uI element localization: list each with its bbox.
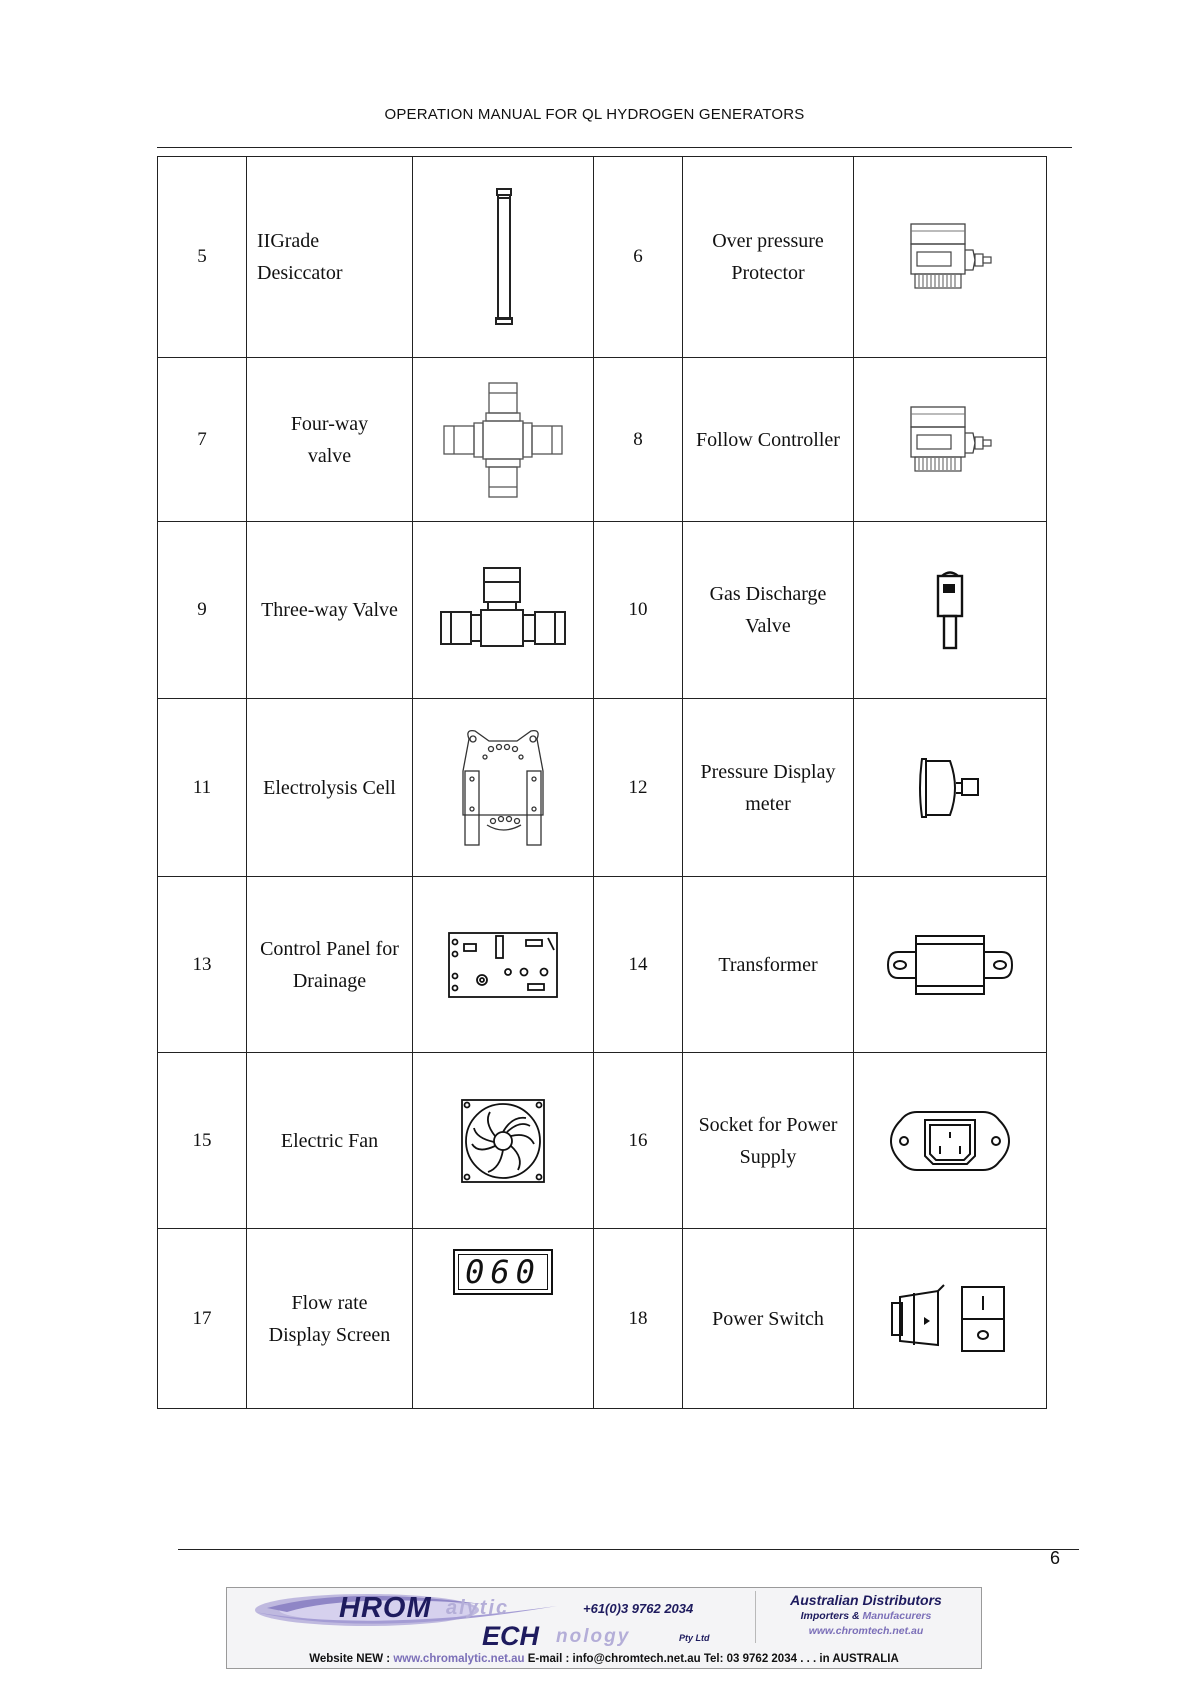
part-image — [413, 1229, 594, 1409]
part-name: Electrolysis Cell — [247, 699, 413, 877]
transformer-icon — [886, 932, 1014, 998]
part-name: Follow Controller — [683, 358, 854, 522]
part-number: 8 — [594, 358, 683, 522]
four-way-valve-icon — [438, 377, 568, 503]
parts-table — [157, 156, 1047, 1409]
electric-fan-icon — [460, 1098, 546, 1184]
control-panel-icon — [446, 930, 560, 1000]
table-row — [158, 1053, 1047, 1229]
part-name: Electric Fan — [247, 1053, 413, 1229]
banner-phone: +61(0)3 9762 2034 — [583, 1601, 694, 1616]
table-row — [158, 358, 1047, 522]
part-image — [413, 157, 594, 358]
header-divider — [157, 147, 1072, 148]
distributor-box — [755, 1591, 976, 1643]
part-number: 5 — [158, 157, 247, 358]
distributor-title: Australian Distributors — [790, 1592, 942, 1608]
part-image — [413, 877, 594, 1053]
part-name: Power Switch — [683, 1229, 854, 1409]
part-name: Three-way Valve — [247, 522, 413, 699]
part-name: Pressure Display meter — [683, 699, 854, 877]
part-image — [413, 522, 594, 699]
part-image — [854, 358, 1047, 522]
part-name: Over pressure Protector — [683, 157, 854, 358]
footer-divider — [178, 1549, 1079, 1550]
part-name: Gas Discharge Valve — [683, 522, 854, 699]
flow-display-value: 060 — [458, 1254, 548, 1290]
part-number: 9 — [158, 522, 247, 699]
part-number: 7 — [158, 358, 247, 522]
table-row — [158, 877, 1047, 1053]
distributor-banner — [226, 1587, 982, 1669]
website-link[interactable]: www.chromalytic.net.au — [393, 1653, 525, 1665]
part-number: 10 — [594, 522, 683, 699]
follow-controller-icon — [905, 405, 995, 475]
flow-display-icon — [453, 1249, 553, 1295]
electrolysis-cell-icon — [455, 727, 551, 849]
part-number: 14 — [594, 877, 683, 1053]
three-way-valve-icon — [437, 564, 569, 656]
part-number: 13 — [158, 877, 247, 1053]
part-image — [854, 877, 1047, 1053]
part-image — [854, 157, 1047, 358]
banner-contact-line: Website NEW : www.chromalytic.net.au E-mail : info@chromtech.net.au Tel: 03 9762 2034 . . . in AUSTRALIA — [309, 1653, 899, 1665]
part-image — [413, 1053, 594, 1229]
part-name: IIGrade Desiccator — [247, 157, 413, 358]
part-image — [413, 699, 594, 877]
part-number: 17 — [158, 1229, 247, 1409]
part-name: Socket for Power Supply — [683, 1053, 854, 1229]
part-number: 11 — [158, 699, 247, 877]
distributor-subtitle: Importers & Manufacurers — [800, 1610, 932, 1622]
part-name: Four-way valve — [247, 358, 413, 522]
power-socket-icon — [887, 1108, 1013, 1174]
part-image — [413, 358, 594, 522]
part-name: Control Panel for Drainage — [247, 877, 413, 1053]
desiccator-tube-icon — [483, 187, 523, 327]
table-row — [158, 699, 1047, 877]
part-name: Transformer — [683, 877, 854, 1053]
part-number: 12 — [594, 699, 683, 877]
pressure-protector-icon — [905, 222, 995, 292]
part-image — [854, 699, 1047, 877]
part-image — [854, 522, 1047, 699]
part-number: 18 — [594, 1229, 683, 1409]
pressure-meter-icon — [916, 755, 984, 821]
table-row — [158, 1229, 1047, 1409]
distributor-website[interactable]: www.chromtech.net.au — [808, 1625, 924, 1637]
part-number: 15 — [158, 1053, 247, 1229]
power-switch-icon — [890, 1283, 1010, 1355]
page-header: OPERATION MANUAL FOR QL HYDROGEN GENERATORS — [384, 106, 805, 123]
email-link[interactable]: info@chromtech.net.au — [572, 1653, 701, 1665]
table-row — [158, 157, 1047, 358]
table-row — [158, 522, 1047, 699]
part-image — [854, 1229, 1047, 1409]
gas-discharge-valve-icon — [933, 568, 967, 652]
part-number: 16 — [594, 1053, 683, 1229]
page-number: 6 — [1050, 1548, 1061, 1568]
part-name: Flow rate Display Screen — [247, 1229, 413, 1409]
part-image — [854, 1053, 1047, 1229]
chromalytic-logo: HROM alytic ECH nology Pty Ltd — [227, 1588, 747, 1646]
part-number: 6 — [594, 157, 683, 358]
